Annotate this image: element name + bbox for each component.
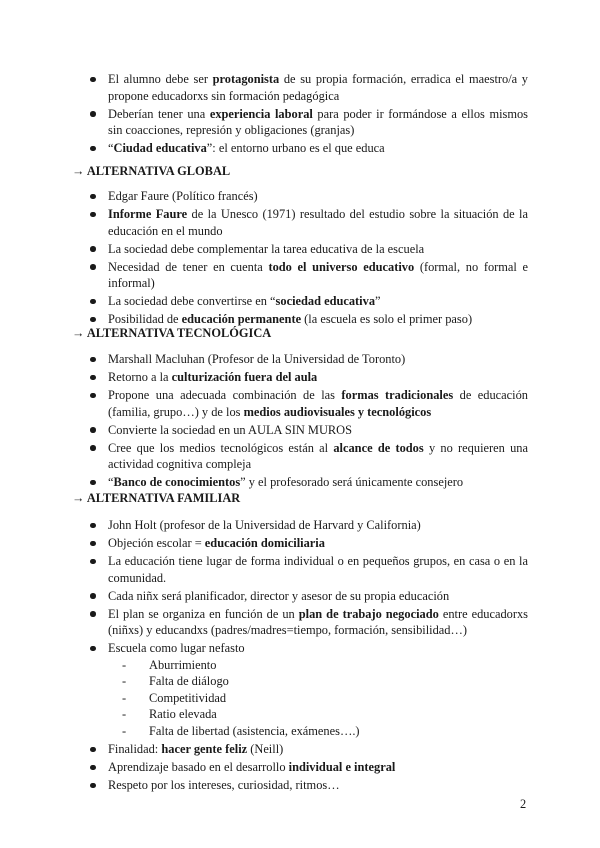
text: (Neill) [247, 742, 284, 757]
arrow-icon: → [72, 164, 85, 178]
text: Posibilidad de [108, 312, 182, 327]
sub-list-item: - Ratio elevada [116, 706, 528, 723]
section-title: ALTERNATIVA FAMILIAR [86, 491, 241, 505]
list-item [88, 474, 528, 491]
text: Convierte la sociedad en un AULA SIN MUROS [108, 422, 353, 437]
list-item [88, 241, 528, 258]
text: (la escuela es solo el primer paso) [301, 312, 473, 327]
text: de educación (familia, grupo…) y de los [108, 388, 528, 419]
text: La sociedad debe convertirse en “ [108, 294, 276, 309]
list-item [88, 140, 528, 157]
list-item [88, 741, 528, 758]
list-item [88, 440, 528, 473]
text: La sociedad debe complementar la tarea educativa de la escuela [108, 241, 425, 256]
list-item [88, 606, 528, 639]
list-item [88, 188, 528, 205]
text: Necesidad de tener en cuenta [108, 259, 269, 274]
list-item [88, 588, 528, 605]
page-number: 2 [520, 797, 527, 811]
bold-text: protagonista [212, 72, 280, 86]
bold-text: experiencia laboral [209, 106, 313, 121]
bold-text: plan de trabajo negociado [298, 606, 439, 621]
bold-text: alcance de todos [333, 440, 424, 455]
section-heading-global [72, 163, 230, 180]
text: Aprendizaje basado en el desarrollo [108, 760, 289, 775]
list-item [88, 553, 528, 586]
sub-list-item: - Aburrimiento [116, 657, 528, 674]
list-item [88, 517, 528, 534]
sub-list [108, 657, 528, 740]
text: John Holt (profesor de la Universidad de Harvard y California) [108, 518, 421, 532]
text: Objeción escolar = [108, 536, 205, 551]
list-item [88, 293, 528, 310]
list-item [88, 535, 528, 552]
bold-text: individual e integral [288, 760, 396, 775]
sub-list-item: - Falta de diálogo [116, 673, 528, 690]
bold-text: hacer gente feliz [161, 742, 248, 757]
bold-text: culturización fuera del aula [171, 370, 318, 385]
text: El plan se organiza en función de un [108, 606, 299, 621]
section-heading-tecnologica [72, 325, 271, 342]
text: “ [108, 141, 114, 156]
text: Retorno a la [108, 370, 172, 385]
text: ”: el entorno urbano es el que educa [206, 141, 385, 156]
list-item [88, 422, 528, 439]
list-item [88, 387, 528, 420]
list-item [88, 106, 528, 139]
text: para poder ir formándose a ellos mismos sin coacciones, represión y obligaciones (granjas) [108, 106, 529, 138]
bold-text: Ciudad educativa [113, 141, 207, 156]
section-heading-familiar [72, 490, 240, 507]
text: Respeto por los intereses, curiosidad, ritmos… [108, 778, 340, 793]
bold-text: todo el universo educativo [268, 259, 415, 274]
text: El alumno debe ser [108, 72, 213, 86]
text: La educación tiene lugar de forma individual o en pequeños grupos, en casa o en la comunidad. [108, 554, 528, 585]
bold-text: sociedad educativa [275, 294, 376, 309]
bold-text: Informe Faure [108, 207, 188, 222]
text: ” [375, 294, 381, 309]
text: Cada niñx será planificador, director y asesor de su propia educación [108, 588, 450, 603]
text: “ [108, 475, 114, 490]
text: de su propia formación, erradica el maestro/a y propone educadorxs sin formación pedagógica [108, 72, 529, 103]
bold-text: educación domiciliaria [204, 536, 325, 551]
sub-list-item: - Falta de libertad (asistencia, exámenes….) [116, 723, 528, 740]
bold-text: medios audiovisuales y tecnológicos [243, 404, 432, 419]
text: ” y el profesorado será únicamente consejero [240, 475, 464, 490]
bold-text: Banco de conocimientos [113, 475, 241, 490]
section-title: ALTERNATIVA GLOBAL [86, 164, 231, 178]
text: Edgar Faure (Político francés) [108, 189, 258, 203]
list-item [88, 369, 528, 386]
list-item [88, 759, 528, 776]
familiar-list [88, 517, 528, 795]
text: entre educadorxs (niñxs) y educandxs (padres/madres=tiempo, formación, sensibilidad…) [108, 606, 529, 638]
text: Escuela como lugar nefasto [108, 641, 245, 656]
list-item [88, 206, 528, 239]
text: (formal, no formal e informal) [108, 259, 529, 291]
list-item [88, 640, 528, 739]
section-title: ALTERNATIVA TECNOLÓGICA [86, 326, 272, 340]
tecnologica-list [88, 351, 528, 493]
text: y no requieren una actividad cognitiva compleja [108, 440, 528, 472]
text: Deberían tener una [108, 106, 210, 121]
text: Cree que los medios tecnológicos están al [108, 440, 334, 455]
bold-text: educación permanente [181, 312, 302, 327]
list-item [88, 351, 528, 368]
arrow-icon: → [72, 491, 85, 505]
global-list [88, 188, 528, 330]
sub-list-item: - Competitividad [116, 690, 528, 707]
text: de la Unesco (1971) resultado del estudio sobre la situación de la educación en el mundo [108, 207, 528, 238]
text: Marshall Macluhan (Profesor de la Universidad de Toronto) [108, 352, 406, 366]
text: Finalidad: [108, 742, 162, 757]
list-item [88, 259, 528, 292]
arrow-icon: → [72, 326, 85, 340]
intro-list [88, 71, 528, 158]
text: Propone una adecuada combinación de las [108, 388, 342, 403]
bold-text: formas tradicionales [341, 388, 454, 403]
list-item [88, 777, 528, 794]
list-item [88, 71, 528, 104]
